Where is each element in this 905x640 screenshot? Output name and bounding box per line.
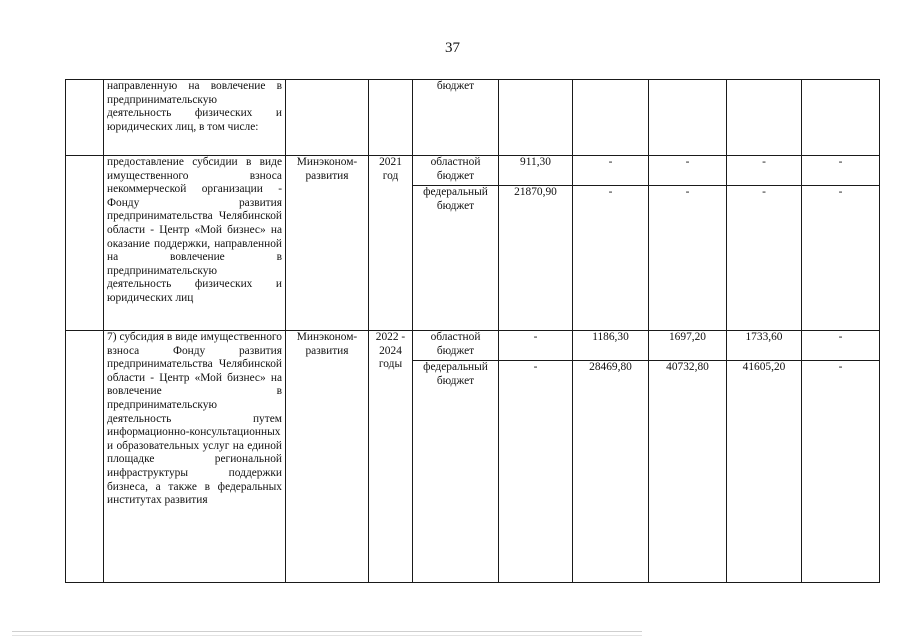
executor-cell (286, 80, 369, 156)
value-cell (499, 80, 573, 156)
value-cell: 41605,20 (727, 361, 802, 583)
value-cell (573, 80, 649, 156)
period-cell: 2021 год (369, 156, 413, 331)
value-cell: 21870,90 (499, 186, 573, 331)
value-cell: 911,30 (499, 156, 573, 186)
executor-cell: Минэконом-развития (286, 156, 369, 331)
table-row (66, 80, 880, 156)
value-cell: 40732,80 (649, 361, 727, 583)
value-cell: - (727, 186, 802, 331)
value-cell: - (727, 156, 802, 186)
page-number: 37 (445, 40, 460, 56)
value-cell: 28469,80 (573, 361, 649, 583)
value-cell (649, 80, 727, 156)
period-cell (369, 80, 413, 156)
value-cell: - (499, 361, 573, 583)
funding-source: федеральный бюджет (413, 361, 499, 583)
table-row (66, 331, 880, 361)
value-cell: - (802, 361, 880, 583)
value-cell: - (499, 331, 573, 361)
value-cell (802, 80, 880, 156)
value-cell: 1697,20 (649, 331, 727, 361)
executor-cell: Минэконом-развития (286, 331, 369, 583)
value-cell: - (573, 156, 649, 186)
budget-table (65, 79, 880, 583)
value-cell: - (802, 156, 880, 186)
value-cell: - (649, 156, 727, 186)
value-cell: - (649, 186, 727, 331)
row-number-cell (66, 331, 104, 583)
funding-source: бюджет (413, 80, 499, 156)
scan-artifact-line (12, 631, 642, 632)
period-cell: 2022 - 2024 годы (369, 331, 413, 583)
funding-source: областной бюджет (413, 331, 499, 361)
value-cell: - (802, 186, 880, 331)
measure-description: 7) субсидия в виде имущественного взноса Фонду развития предпринимательства Челябинской области - Центр «Мой бизнес» на вовлечение в предпринимательскую деятельность путем информационно-консультационных и образовательных услуг на единой площадке региональной инфраструктуры поддержки бизнеса, а также в федеральных институтах развития (104, 331, 286, 583)
measure-description: направленную на вовлечение в предпринимательскую деятельность физических и юридических лиц, в том числе: (104, 80, 286, 156)
table-row (66, 156, 880, 186)
value-cell: - (802, 331, 880, 361)
row-number-cell (66, 156, 104, 331)
funding-source: областной бюджет (413, 156, 499, 186)
scan-artifact-line (12, 635, 642, 636)
funding-source: федеральный бюджет (413, 186, 499, 331)
value-cell: - (573, 186, 649, 331)
value-cell: 1733,60 (727, 331, 802, 361)
row-number-cell (66, 80, 104, 156)
value-cell: 1186,30 (573, 331, 649, 361)
measure-description: предоставление субсидии в виде имущественного взноса некоммерческой организации - Фонду развития предпринимательства Челябинской области - Центр «Мой бизнес» на оказание поддержки, направленной на вовлечение в предпринимательскую деятельность физических и юридических лиц (104, 156, 286, 331)
value-cell (727, 80, 802, 156)
